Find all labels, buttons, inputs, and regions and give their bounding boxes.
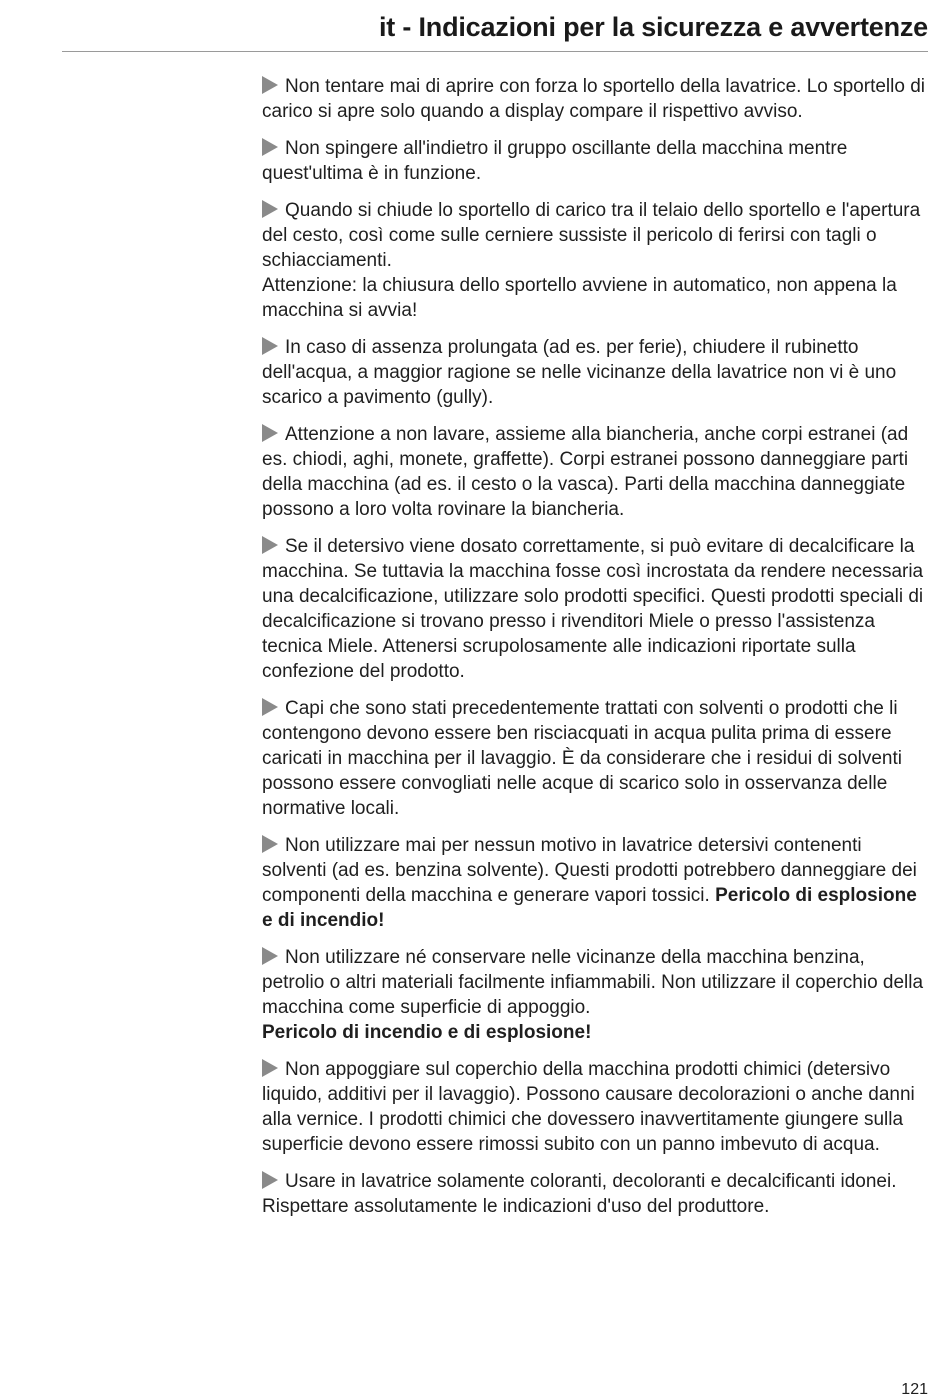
list-item: Se il detersivo viene dosato correttamente, si può evitare di decalcificare la macchina. Se tuttavia la macchina fosse così incrostata da rendere necessaria una decalcificazione, utilizzare solo prodotti specifici. Questi prodotti speciali di decalcificazione si trovano presso i rivenditori Miele o presso l'assistenza tecnica Miele. Attenersi scrupolosamente alle indicazioni riportate sulla confezione del prodotto. xyxy=(262,536,924,682)
arrow-bullet-icon xyxy=(262,76,278,94)
arrow-bullet-icon xyxy=(262,138,278,156)
arrow-bullet-icon xyxy=(262,337,278,355)
list-item: Non utilizzare mai per nessun motivo in lavatrice detersivi contenenti solventi (ad es. benzina solvente). Questi prodotti potrebbero danneggiare dei componenti della macchina e generare vapori tossici. Pericolo di esplosione e di incendio! xyxy=(262,835,917,931)
arrow-bullet-icon xyxy=(262,947,278,965)
arrow-bullet-icon xyxy=(262,1059,278,1077)
page-header xyxy=(62,0,928,52)
arrow-bullet-icon xyxy=(262,200,278,218)
list-item: Quando si chiude lo sportello di carico tra il telaio dello sportello e l'apertura del cesto, così come sulle cerniere sussiste il pericolo di ferirsi con tagli o schiacciamenti. Attenzione: la chiusura dello sportello avviene in automatico, non appena la macchina si avvia! xyxy=(262,200,921,321)
list-item: Non utilizzare né conservare nelle vicinanze della macchina benzina, petrolio o altri materiali facilmente infiammabili. Non utilizzare il coperchio della macchina come superficie di appoggio. Pericolo di incendio e di esplosione! xyxy=(262,945,928,1045)
list-item: Capi che sono stati precedentemente trattati con solventi o prodotti che li contengono devono essere ben risciacquati in acqua pulita prima di essere caricati in macchina per il lavaggio. È da considerare che i residui di solventi possono essere convogliati nelle acque di scarico solo in osservanza delle normative locali. xyxy=(262,698,902,819)
list-item: Usare in lavatrice solamente coloranti, decoloranti e decalcificanti idonei. Rispettare assolutamente le indicazioni d'uso del produttore. xyxy=(262,1171,897,1217)
warning-text: Pericolo di incendio e di esplosione! xyxy=(262,1022,592,1043)
list-item: Non appoggiare sul coperchio della macchina prodotti chimici (detersivo liquido, additivi per il lavaggio). Possono causare decolorazioni o anche danni alla vernice. I prodotti chimici che dovessero inavvertitamente giungere sulla superficie devono essere rimossi subito con un panno imbevuto di acqua. xyxy=(262,1059,915,1155)
page-title: it - Indicazioni per la sicurezza e avvertenze xyxy=(378,12,928,42)
arrow-bullet-icon xyxy=(262,835,278,853)
list-item: Non spingere all'indietro il gruppo oscillante della macchina mentre quest'ultima è in funzione. xyxy=(262,138,848,184)
page-number: 121 xyxy=(901,1381,928,1398)
list-item: In caso di assenza prolungata (ad es. per ferie), chiudere il rubinetto dell'acqua, a maggior ragione se nelle vicinanze della lavatrice non vi è uno scarico a pavimento (gully). xyxy=(262,337,897,408)
arrow-bullet-icon xyxy=(262,424,278,442)
arrow-bullet-icon xyxy=(262,698,278,716)
list-item: Attenzione a non lavare, assieme alla biancheria, anche corpi estranei (ad es. chiodi, aghi, monete, graffette). Corpi estranei possono danneggiare parti della macchina (ad es. il cesto o la vasca). Parti della macchina danneggiate possono a loro volta rovinare la biancheria. xyxy=(262,424,909,520)
safety-instructions xyxy=(262,74,928,1231)
list-item: Non tentare mai di aprire con forza lo sportello della lavatrice. Lo sportello di carico si apre solo quando a display compare il rispettivo avviso. xyxy=(262,76,925,122)
warning-text: Pericolo di esplosione e di incendio! xyxy=(262,885,917,931)
arrow-bullet-icon xyxy=(262,536,278,554)
arrow-bullet-icon xyxy=(262,1171,278,1189)
